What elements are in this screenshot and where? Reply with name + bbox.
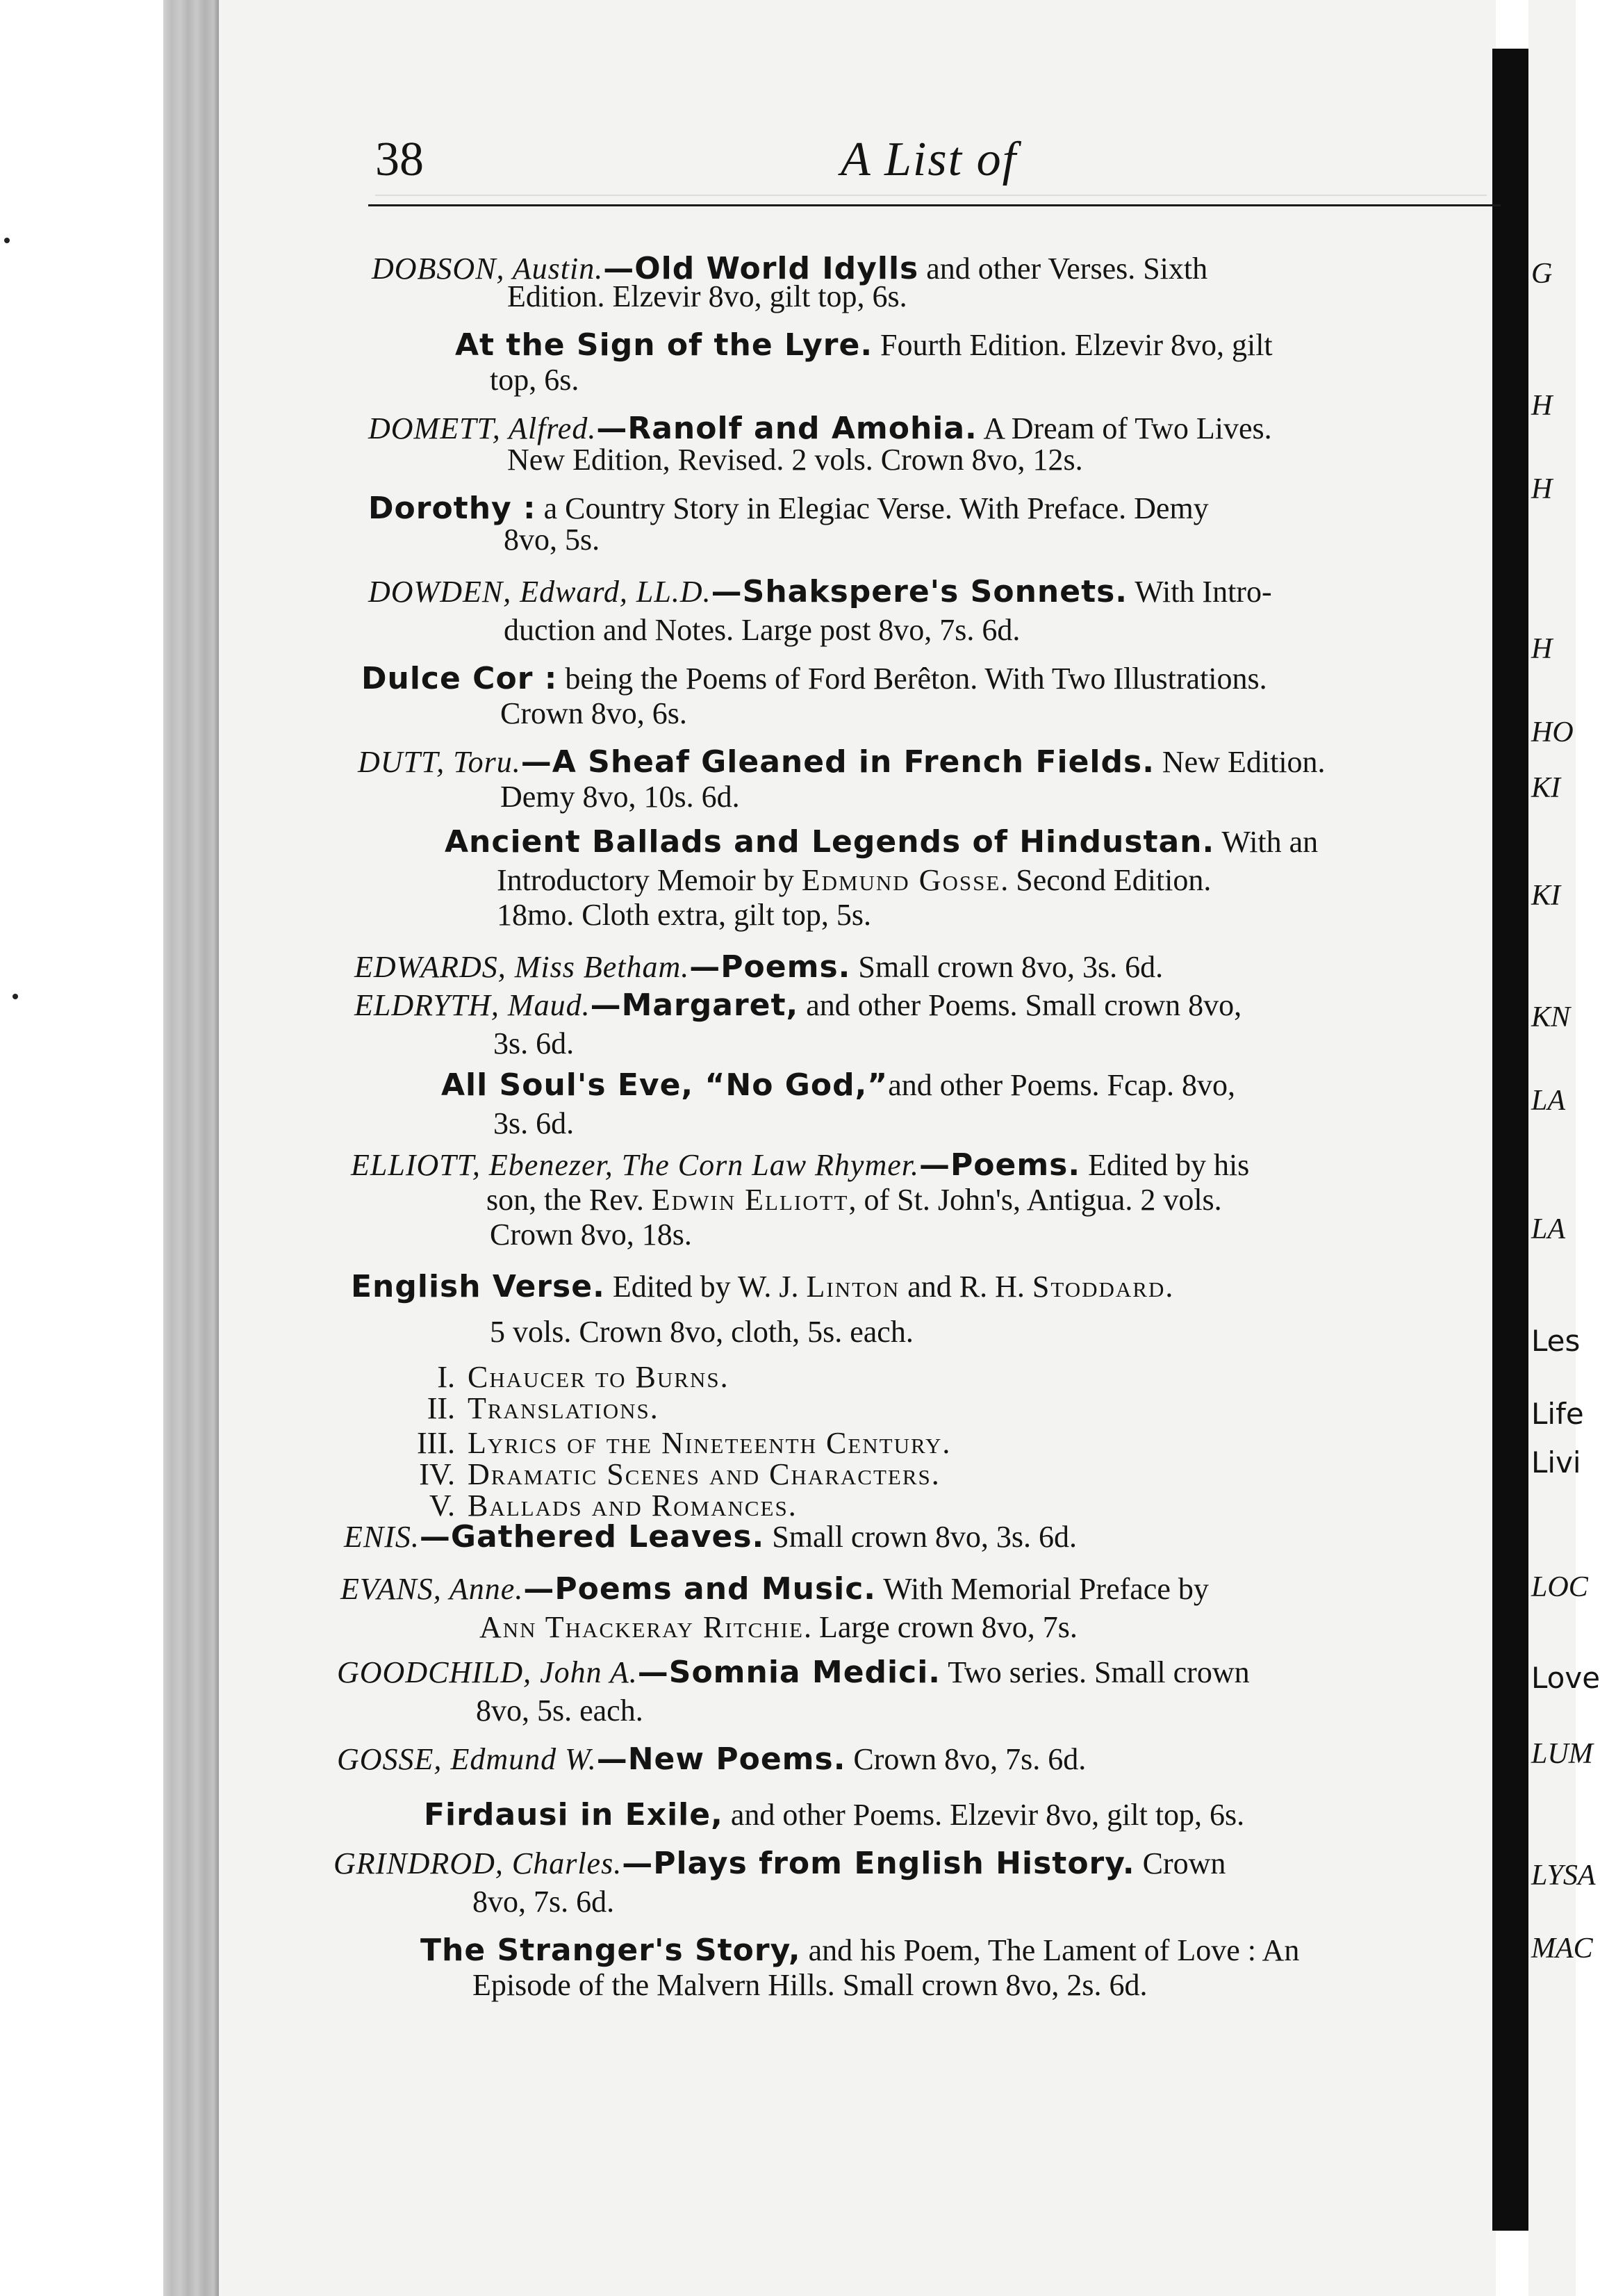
entry-line [354, 987, 1242, 1023]
author-descriptor: Edmund W. [442, 1742, 597, 1776]
entry-line [351, 1269, 1175, 1304]
entry-line [445, 824, 1319, 860]
facing-page-fragment: Livi [1531, 1445, 1581, 1479]
author-descriptor: Toru. [445, 745, 521, 779]
book-title: Dorothy : [368, 491, 536, 526]
entry-line [420, 1935, 1299, 1966]
entry-details: A Dream of Two Lives. [977, 411, 1272, 445]
entry-details: . Second Edition. [1000, 863, 1212, 897]
volume-number: I. [437, 1360, 455, 1394]
book-title: —Poems and Music. [523, 1571, 877, 1607]
entry-continuation-line [504, 525, 600, 555]
entry-details: and R. H. [900, 1270, 1032, 1304]
facing-page-fragment: LYSA [1531, 1860, 1596, 1892]
entry-details: Small crown 8vo, 3s. 6d. [764, 1520, 1078, 1554]
entry-details: 8vo, 5s. [504, 523, 600, 557]
book-title: —Gathered Leaves. [419, 1519, 765, 1555]
entry-details: duction and Notes. Large post 8vo, 7s. 6d. [504, 613, 1021, 647]
entry-continuation-line [493, 1028, 574, 1059]
book-title: —A Sheaf Gleaned in French Fields. [520, 744, 1155, 780]
entry-details: and other Poems. Fcap. 8vo, [888, 1068, 1236, 1102]
facing-page-fragment: LOC [1531, 1571, 1588, 1603]
facing-page-fragment: MAC [1531, 1933, 1593, 1965]
book-title: —Shakspere's Sonnets. [711, 574, 1128, 609]
editor-name: Stoddard. [1032, 1270, 1175, 1304]
book-page-edges [163, 0, 219, 2296]
author-descriptor: Miss Betham. [506, 950, 690, 984]
entry-details: and other Verses. Sixth [918, 252, 1208, 286]
book-title: The Stranger's Story, [420, 1933, 801, 1968]
author-name: DOWDEN, [368, 575, 512, 609]
facing-page-fragment: KI [1531, 772, 1560, 804]
entry-details: son, the Rev. [486, 1183, 652, 1217]
volume-number: II. [427, 1391, 455, 1425]
entry-details: top, 6s. [490, 363, 579, 397]
entry-line [455, 327, 1273, 363]
entry-details: and other Poems. Elzevir 8vo, gilt top, 6s. [723, 1798, 1245, 1832]
facing-page-fragment: H [1531, 390, 1553, 422]
volume-title: Chaucer to Burns. [468, 1360, 729, 1394]
volume-title: Translations. [468, 1391, 659, 1425]
author-name: GOSSE, [337, 1742, 443, 1776]
entry-details: 5 vols. Crown 8vo, cloth, 5s. each. [490, 1315, 914, 1349]
book-title: English Verse. [351, 1269, 605, 1304]
author-descriptor: Anne. [441, 1572, 524, 1606]
facing-page-edge [1528, 0, 1600, 2296]
entry-continuation-line [500, 782, 740, 812]
entry-line [337, 1741, 1087, 1777]
facing-page-fragment: Les [1531, 1324, 1581, 1358]
facing-page-fragment: H [1531, 633, 1553, 665]
entry-details: New Edition, Revised. 2 vols. Crown 8vo, 12s. [507, 443, 1083, 477]
author-name: EVANS, [340, 1572, 442, 1606]
volume-number: V. [429, 1489, 455, 1523]
entry-details: With an [1214, 825, 1319, 859]
volume-list-item [386, 1393, 659, 1424]
author-name: ELLIOTT, [351, 1148, 481, 1182]
facing-page-fragment: Life [1531, 1397, 1584, 1431]
volume-list-item [386, 1362, 729, 1393]
entry-continuation-line [507, 445, 1083, 475]
entry-line [368, 493, 1209, 524]
facing-page-fragment: Love [1531, 1661, 1600, 1695]
book-title: —Margaret, [590, 987, 799, 1023]
page-number: 38 [375, 133, 424, 186]
volume-number: IV. [419, 1457, 455, 1491]
volume-title: Lyrics of the Nineteenth Century. [468, 1426, 952, 1460]
facing-page-fragment: G [1531, 258, 1553, 290]
entry-line [368, 413, 1272, 444]
book-title: All Soul's Eve, “No God,” [441, 1067, 889, 1103]
book-title: Ancient Ballads and Legends of Hindustan. [445, 824, 1215, 860]
entry-continuation-line [472, 1887, 614, 1917]
entry-details: 8vo, 5s. each. [476, 1694, 643, 1728]
entry-continuation-line [490, 1217, 692, 1252]
volume-title: Ballads and Romances. [468, 1489, 798, 1523]
entry-details: With Intro- [1128, 575, 1272, 609]
running-head-title: A List of [841, 133, 1018, 186]
entry-details: Crown 8vo, 7s. 6d. [846, 1742, 1087, 1776]
entry-line [337, 1657, 1250, 1688]
facing-page-fragment: H [1531, 473, 1553, 505]
facing-page-fragment: LUM [1531, 1738, 1593, 1770]
entry-details: Two series. Small crown [941, 1655, 1250, 1689]
entry-details: and other Poems. Small crown 8vo, [798, 988, 1242, 1022]
entry-details: Crown 8vo, 18s. [490, 1217, 692, 1252]
book-title: —Plays from English History. [622, 1846, 1135, 1881]
entry-continuation-line [497, 900, 871, 930]
entry-line [424, 1797, 1245, 1832]
dust-speck [13, 994, 18, 999]
entry-line [368, 574, 1272, 609]
entry-continuation-line [486, 1185, 1222, 1215]
volume-title: Dramatic Scenes and Characters. [468, 1457, 941, 1491]
editor-name: Linton [806, 1270, 900, 1304]
entry-details: . Large crown 8vo, 7s. [803, 1610, 1078, 1644]
book-title: Firdausi in Exile, [424, 1797, 723, 1832]
facing-page-fragment: LA [1531, 1085, 1566, 1117]
book-gutter [1492, 49, 1528, 2231]
book-title: —Ranolf and Amohia. [596, 411, 978, 446]
entry-line [441, 1067, 1236, 1103]
entry-continuation-line [497, 865, 1211, 896]
author-name: DOBSON, [372, 252, 505, 286]
author-name: DUTT, [358, 745, 445, 779]
entry-line [351, 1147, 1250, 1183]
author-name: GOODCHILD, [337, 1655, 532, 1689]
entry-line [333, 1848, 1226, 1879]
entry-details: Edited by W. J. [604, 1270, 807, 1304]
entry-line [358, 744, 1326, 780]
volume-list-item [386, 1491, 798, 1521]
facing-page-fragment: KN [1531, 1001, 1571, 1033]
entry-line [354, 949, 1164, 985]
entry-details: a Country Story in Elegiac Verse. With Preface. Demy [536, 491, 1209, 525]
editor-name: Edwin Elliott [651, 1183, 849, 1217]
author-descriptor: Austin. [504, 252, 604, 286]
author-descriptor: Alfred. [500, 411, 597, 445]
editor-name: Ann Thackeray Ritchie [479, 1610, 804, 1644]
entry-details: With Memorial Preface by [876, 1572, 1209, 1606]
entry-details: Edited by his [1080, 1148, 1250, 1182]
editor-name: Edmund Gosse [801, 863, 1001, 897]
author-name: ENIS. [344, 1520, 420, 1554]
entry-continuation-line [479, 1612, 1078, 1643]
author-descriptor: Maud. [499, 988, 591, 1022]
volume-list-item [386, 1428, 951, 1459]
entry-details: Small crown 8vo, 3s. 6d. [850, 950, 1164, 984]
entry-details: 3s. 6d. [493, 1106, 575, 1140]
book-title: Dulce Cor : [361, 661, 558, 696]
volume-number: III. [417, 1426, 455, 1460]
entry-continuation-line [507, 281, 907, 312]
book-title: —Poems. [919, 1147, 1081, 1183]
entry-details: Episode of the Malvern Hills. Small crown 8vo, 2s. 6d. [472, 1968, 1148, 2002]
author-name: EDWARDS, [354, 950, 506, 984]
author-descriptor: Ebenezer, The Corn Law Rhymer. [480, 1148, 920, 1182]
entry-continuation-line [490, 1317, 914, 1347]
entry-details: Crown 8vo, 6s. [500, 696, 687, 730]
volume-list-item [386, 1459, 941, 1490]
entry-details: Crown [1135, 1846, 1226, 1880]
author-name: DOMETT, [368, 411, 501, 445]
book-title: —Somnia Medici. [637, 1655, 941, 1690]
entry-details: 3s. 6d. [493, 1026, 575, 1060]
entry-details: Introductory Memoir by [497, 863, 802, 897]
facing-page-fragment: KI [1531, 880, 1560, 912]
entry-details: 18mo. Cloth extra, gilt top, 5s. [497, 898, 871, 932]
entry-details: Edition. Elzevir 8vo, gilt top, 6s. [507, 279, 907, 313]
facing-page-fragment: LA [1531, 1213, 1566, 1245]
entry-details: Demy 8vo, 10s. 6d. [500, 780, 740, 814]
entry-continuation-line [490, 365, 579, 395]
entry-details: being the Poems of Ford Berêton. With Two Illustrations. [557, 662, 1267, 696]
entry-line [344, 1519, 1078, 1555]
entry-continuation-line [500, 698, 687, 729]
entry-continuation-line [476, 1696, 643, 1726]
author-name: GRINDROD, [333, 1846, 504, 1880]
entry-details: 8vo, 7s. 6d. [472, 1885, 615, 1919]
header-rule [368, 204, 1501, 206]
entry-details: Fourth Edition. Elzevir 8vo, gilt [873, 328, 1273, 362]
book-title: At the Sign of the Lyre. [455, 327, 873, 363]
dust-speck [4, 238, 10, 243]
entry-continuation-line [472, 1970, 1148, 2001]
entry-details: New Edition. [1154, 745, 1326, 779]
entry-details: , of St. John's, Antigua. 2 vols. [848, 1183, 1222, 1217]
entry-continuation-line [493, 1108, 574, 1139]
show-through-rule [375, 195, 1487, 196]
author-name: ELDRYTH, [354, 988, 500, 1022]
entry-details: and his Poem, The Lament of Love : An [800, 1933, 1300, 1967]
book-title: —Old World Idylls [603, 251, 919, 286]
book-title: —New Poems. [596, 1741, 846, 1777]
scan-left-margin [0, 0, 163, 2296]
author-descriptor: Charles. [503, 1846, 622, 1880]
facing-page-fragment: HO [1531, 716, 1574, 748]
entry-continuation-line [504, 615, 1020, 646]
author-descriptor: Edward, LL.D. [511, 575, 711, 609]
book-title: —Poems. [689, 949, 851, 985]
entry-line [361, 661, 1267, 696]
entry-line [340, 1571, 1209, 1607]
author-descriptor: John A. [531, 1655, 638, 1689]
